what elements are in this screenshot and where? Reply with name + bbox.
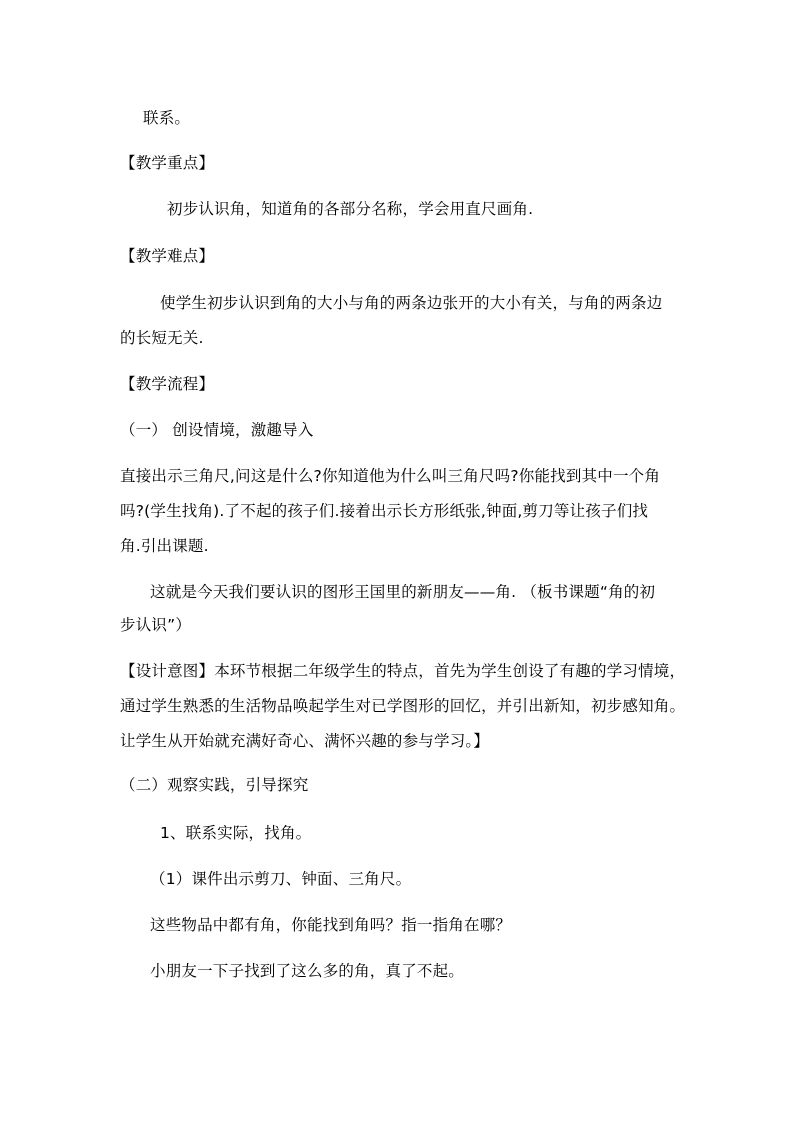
list-item: （1）课件出示剪刀、钟面、三角尺。 xyxy=(150,870,412,888)
text-line: 吗?(学生找角).了不起的孩子们.接着出示长方形纸张,钟面,剪刀等让孩子们找 xyxy=(120,502,649,520)
text-line: 步认识”） xyxy=(120,616,192,634)
list-item: 1、联系实际，找角。 xyxy=(160,824,312,842)
section-heading-difficulties: 【教学难点】 xyxy=(120,247,215,265)
text-line: 使学生初步认识到角的大小与角的两条边张开的大小有关，与角的两条边 xyxy=(160,294,663,312)
subsection-heading: （二）观察实践，引导探究 xyxy=(120,776,309,794)
section-heading-key-points: 【教学重点】 xyxy=(120,154,215,172)
subsection-heading: （一） 创设情境，激趣导入 xyxy=(120,421,314,439)
text-line: 直接出示三角尺,问这是什么?你知道他为什么叫三角尺吗?你能找到其中一个角 xyxy=(120,467,661,485)
text-line: 的长短无关. xyxy=(120,329,204,347)
text-line: 角.引出课题. xyxy=(120,537,209,555)
text-line: 小朋友一下子找到了这么多的角，真了不起。 xyxy=(150,962,465,980)
text-line: 初步认识角，知道角的各部分名称，学会用直尺画角. xyxy=(167,200,534,218)
section-heading-process: 【教学流程】 xyxy=(120,375,215,393)
design-intent-line: 通过学生熟悉的生活物品唤起学生对已学图形的回忆，并引出新知，初步感知角。 xyxy=(120,697,686,715)
text-line: 这些物品中都有角，你能找到角吗？指一指角在哪？ xyxy=(150,916,512,934)
text-line: 联系。 xyxy=(143,109,191,127)
design-intent-line: 【设计意图】本环节根据二年级学生的特点，首先为学生创设了有趣的学习情境， xyxy=(120,662,686,680)
text-line: 这就是今天我们要认识的图形王国里的新朋友——角. （板书课题“角的初 xyxy=(150,583,656,601)
design-intent-line: 让学生从开始就充满好奇心、满怀兴趣的参与学习。】 xyxy=(120,732,490,750)
